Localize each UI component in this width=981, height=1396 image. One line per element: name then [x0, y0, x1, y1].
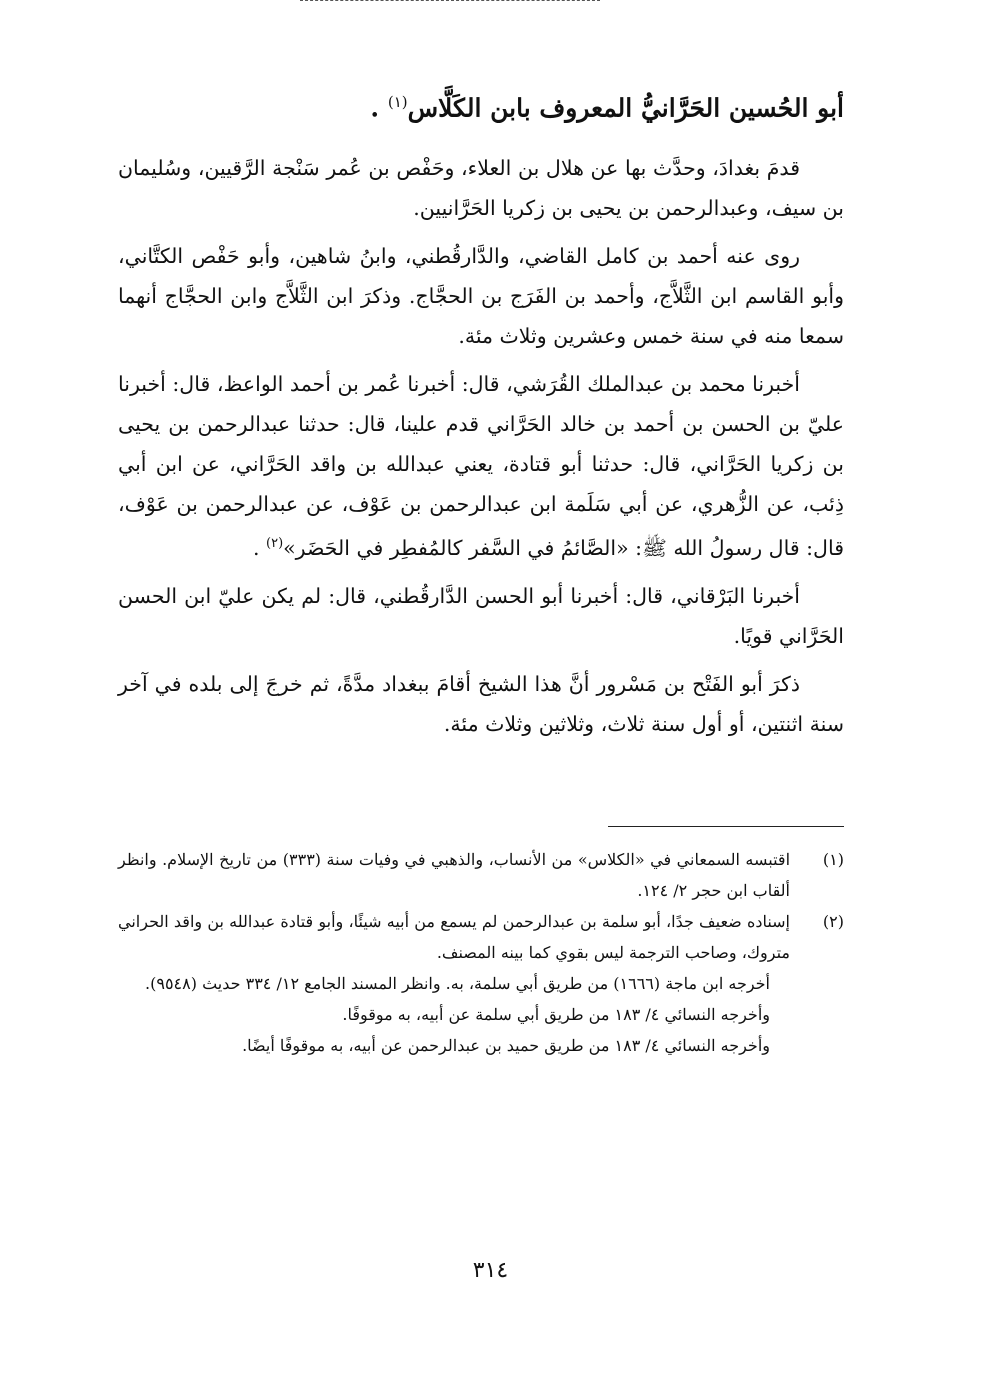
scan-top-mark — [300, 0, 600, 5]
footnote-2 — [118, 906, 844, 968]
main-text — [118, 82, 844, 752]
footnote-1-number: (١) — [822, 850, 844, 869]
footnote-2-ibn-majah: أخرجه ابن ماجة (١٦٦٦) من طريق أبي سلمة، به. وانظر المسند الجامع ١٢/ ٣٣٤ حديث (٩٥٤٨). — [145, 974, 770, 993]
entry-title — [118, 82, 844, 128]
paragraph-assessment: أخبرنا البَرْقاني، قال: أخبرنا أبو الحسن الدَّارقُطني، قال: لم يكن عليّ ابن الحسن الحَرَّاني قويًا. — [118, 584, 844, 649]
footnote-divider — [608, 826, 844, 827]
hadith-text: أخبرنا محمد بن عبدالملك القُرَشي، قال: أخبرنا عُمر بن أحمد الواعظ، قال: أخبرنا عليّ بن الحسن بن أحمد بن خالد الحَرَّاني قدم علينا، قال: حدثنا عبدالرحمن بن يحيى بن زكريا الحَرَّاني، قال: حدثنا أبو قتادة، يعني عبدالله بن واقد الحَرَّاني، عن ابن أبي ذِئب، عن الزُّهري، عن أبي سَلَمة ابن عبدالرحمن بن عَوْف، عن عبدالرحمن بن عَوْف، قال: قال رسولُ الله ﷺ: «الصَّائمُ في السَّفر كالمُفطِر في الحَضَر» — [118, 372, 844, 561]
footnote-2-nasai-1: وأخرجه النسائي ٤/ ١٨٣ من طريق أبي سلمة عن أبيه، به موقوفًا. — [342, 1005, 770, 1024]
footnote-2-nasai-2: وأخرجه النسائي ٤/ ١٨٣ من طريق حميد بن عبدالرحمن عن أبيه، به موقوفًا أيضًا. — [242, 1036, 770, 1055]
footnote-2-text: إسناده ضعيف جدًا، أبو سلمة بن عبدالرحمن لم يسمع من أبيه شيئًا، وأبو قتادة عبدالله بن واقد الحراني متروك، وصاحب الترجمة ليس بقوي كما بينه المصنف. — [118, 912, 790, 962]
paragraph-hadith — [118, 364, 844, 568]
footnote-1-text: اقتبسه السمعاني في «الكلاس» من الأنساب، والذهبي في وفيات سنة (٣٣٣) من تاريخ الإسلام. وانظر ألقاب ابن حجر ٢/ ١٢٤. — [118, 850, 791, 900]
page-number: ٣١٤ — [472, 1258, 509, 1283]
title-footnote-ref[interactable]: (١) — [387, 93, 408, 111]
paragraph-narrators: روى عنه أحمد بن كامل القاضي، والدَّارقُطني، وابنُ شاهين، وأبو حَفْص الكتَّاني، وأبو القاسم ابن الثَّلاَّج، وأحمد بن الفَرَج بن الحجَّاج. وذكرَ ابن الثَّلاَّج وابن الحجَّاج أنهما سمعا منه في سنة خمس وعشرين وثلاث مئة. — [118, 244, 844, 349]
entry-title-suffix: . — [370, 93, 388, 123]
footnotes — [118, 844, 844, 1061]
hadith-footnote-ref[interactable]: (٢) — [266, 536, 284, 552]
paragraph-arrival: قدمَ بغدادَ، وحدَّث بها عن هلال بن العلاء، وحَفْص بن عُمر سَنْجة الرَّقيين، وسُليمان بن سيف، وعبدالرحمن بن يحيى بن زكريا الحَرَّانيين. — [118, 156, 844, 221]
hadith-suffix: . — [252, 536, 266, 561]
paragraph-departure: ذكرَ أبو الفَتْح بن مَسْرور أنَّ هذا الشيخ أقامَ ببغداد مدَّةً، ثم خرجَ إلى بلده في آخر سنة اثنتين، أو أول سنة ثلاث، وثلاثين وثلاث مئة. — [118, 672, 844, 737]
footnote-2-number: (٢) — [822, 912, 844, 931]
footnote-1 — [118, 844, 844, 906]
entry-title-text: أبو الحُسين الحَرَّانيُّ المعروف بابن الكَلَّاس — [407, 93, 844, 123]
